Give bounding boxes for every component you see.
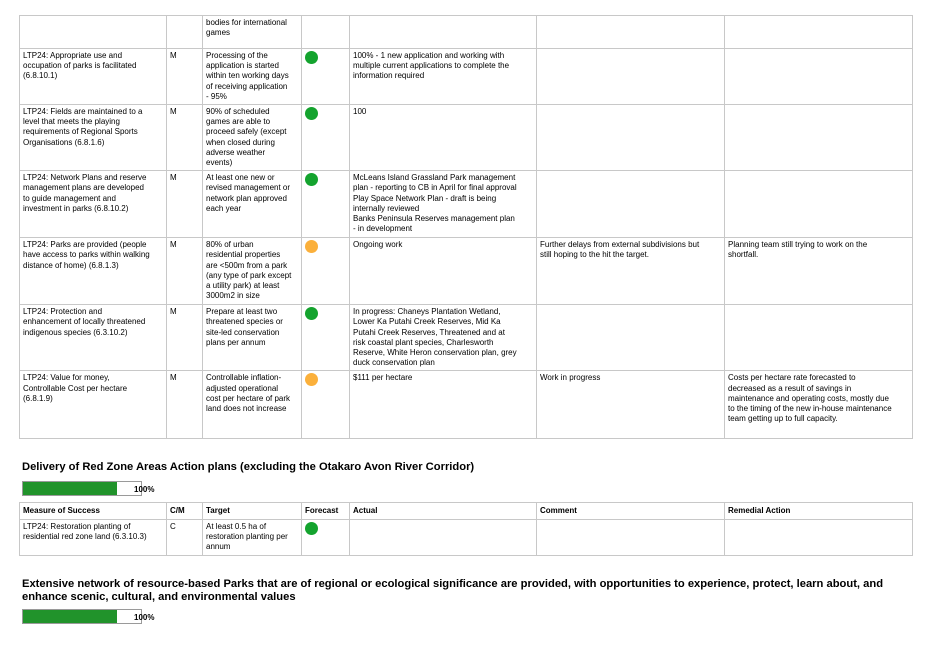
actual-cell <box>350 16 537 49</box>
forecast-cell <box>302 520 350 556</box>
header-measure: Measure of Success <box>20 503 167 520</box>
target-cell: bodies for international games <box>203 16 302 49</box>
comment-cell: Work in progress <box>537 371 725 439</box>
cm-cell: M <box>167 305 203 371</box>
forecast-cell <box>302 171 350 238</box>
comment-cell <box>537 520 725 556</box>
header-cm: C/M <box>167 503 203 520</box>
remedial-cell <box>725 49 913 105</box>
performance-table-2 <box>19 502 913 556</box>
comment-cell: Further delays from external subdivisions but still hoping to the hit the target. <box>537 238 725 305</box>
actual-cell: Ongoing work <box>350 238 537 305</box>
progress-bar-red-zone <box>22 481 142 496</box>
actual-cell: 100% - 1 new application and working with multiple current applications to complete the information required <box>350 49 537 105</box>
measure-cell: LTP24: Fields are maintained to a level that meets the playing requirements of Regional Sports Organisations (6.8.1.6) <box>20 105 167 171</box>
cm-cell: M <box>167 49 203 105</box>
remedial-cell <box>725 16 913 49</box>
comment-cell <box>537 49 725 105</box>
measure-cell: LTP24: Appropriate use and occupation of parks is facilitated (6.8.10.1) <box>20 49 167 105</box>
header-comment: Comment <box>537 503 725 520</box>
table-row <box>20 238 913 305</box>
cm-cell: M <box>167 171 203 238</box>
remedial-cell <box>725 171 913 238</box>
header-forecast: Forecast <box>302 503 350 520</box>
cm-cell: M <box>167 371 203 439</box>
forecast-status-amber-icon <box>305 373 318 386</box>
table-row <box>20 520 913 556</box>
forecast-cell <box>302 371 350 439</box>
target-cell: At least 0.5 ha of restoration planting per annum <box>203 520 302 556</box>
forecast-cell <box>302 49 350 105</box>
cm-cell: C <box>167 520 203 556</box>
remedial-cell <box>725 305 913 371</box>
target-cell: 90% of scheduled games are able to proceed safely (except when closed during adverse weather events) <box>203 105 302 171</box>
progress-bar-fill <box>23 482 117 495</box>
actual-cell: In progress: Chaneys Plantation Wetland, Lower Ka Putahi Creek Reserves, Mid Ka Putahi Creek Reserves, Threatened and at risk coastal plant species, Charlesworth Reserve, White Heron conservation plan, grey duck conservation plan <box>350 305 537 371</box>
progress-percent-red-zone: 100% <box>134 485 155 494</box>
comment-cell <box>537 305 725 371</box>
actual-cell: $111 per hectare <box>350 371 537 439</box>
forecast-status-green-icon <box>305 307 318 320</box>
target-cell: 80% of urban residential properties are <500m from a park (any type of park except a utility park) at least 3000m2 in size <box>203 238 302 305</box>
progress-bar-fill <box>23 610 117 623</box>
remedial-cell: Planning team still trying to work on the shortfall. <box>725 238 913 305</box>
actual-cell <box>350 520 537 556</box>
comment-cell <box>537 16 725 49</box>
measure-cell: LTP24: Value for money, Controllable Cost per hectare (6.8.1.9) <box>20 371 167 439</box>
cm-cell <box>167 16 203 49</box>
measure-cell: LTP24: Restoration planting of residential red zone land (6.3.10.3) <box>20 520 167 556</box>
actual-cell: McLeans Island Grassland Park management plan - reporting to CB in April for final approval Play Space Network Plan - draft is being internally reviewed Banks Peninsula Reserves management plan - in development <box>350 171 537 238</box>
forecast-cell <box>302 238 350 305</box>
table-header-row <box>20 503 913 520</box>
measure-cell <box>20 16 167 49</box>
forecast-status-green-icon <box>305 51 318 64</box>
actual-cell: 100 <box>350 105 537 171</box>
performance-table-1 <box>19 15 913 439</box>
measure-cell: LTP24: Protection and enhancement of locally threatened indigenous species (6.3.10.2) <box>20 305 167 371</box>
table-row <box>20 171 913 238</box>
cm-cell: M <box>167 238 203 305</box>
forecast-status-green-icon <box>305 522 318 535</box>
forecast-cell <box>302 105 350 171</box>
progress-percent-resource-parks: 100% <box>134 613 155 622</box>
forecast-status-green-icon <box>305 107 318 120</box>
remedial-cell <box>725 520 913 556</box>
remedial-cell <box>725 105 913 171</box>
cm-cell: M <box>167 105 203 171</box>
progress-bar-resource-parks <box>22 609 142 624</box>
target-cell: At least one new or revised management or network plan approved each year <box>203 171 302 238</box>
measure-cell: LTP24: Network Plans and reserve management plans are developed to guide management and investment in parks (6.8.10.2) <box>20 171 167 238</box>
target-cell: Prepare at least two threatened species or site-led conservation plans per annum <box>203 305 302 371</box>
table-row <box>20 305 913 371</box>
comment-cell <box>537 105 725 171</box>
table-row <box>20 49 913 105</box>
target-cell: Controllable inflation- adjusted operational cost per hectare of park land does not increase <box>203 371 302 439</box>
table-row <box>20 105 913 171</box>
table-row <box>20 371 913 439</box>
remedial-cell: Costs per hectare rate forecasted to decreased as a result of savings in maintenance and operating costs, mostly due to the timing of the new in-house maintenance team getting up to full capacity. <box>725 371 913 439</box>
section-title-resource-parks: Extensive network of resource-based Parks that are of regional or ecological significance are provided, with opportunities to experience, protect, learn about, and enhance scenic, cultural, and environmental values <box>22 578 884 603</box>
header-remedial: Remedial Action <box>725 503 913 520</box>
comment-cell <box>537 171 725 238</box>
header-actual: Actual <box>350 503 537 520</box>
target-cell: Processing of the application is started within ten working days of receiving application - 95% <box>203 49 302 105</box>
measure-cell: LTP24: Parks are provided (people have access to parks within walking distance of home) (6.8.1.3) <box>20 238 167 305</box>
table-row <box>20 16 913 49</box>
section-title-red-zone: Delivery of Red Zone Areas Action plans (excluding the Otakaro Avon River Corridor) <box>22 461 475 473</box>
forecast-status-green-icon <box>305 173 318 186</box>
header-target: Target <box>203 503 302 520</box>
forecast-cell <box>302 16 350 49</box>
forecast-status-amber-icon <box>305 240 318 253</box>
forecast-cell <box>302 305 350 371</box>
